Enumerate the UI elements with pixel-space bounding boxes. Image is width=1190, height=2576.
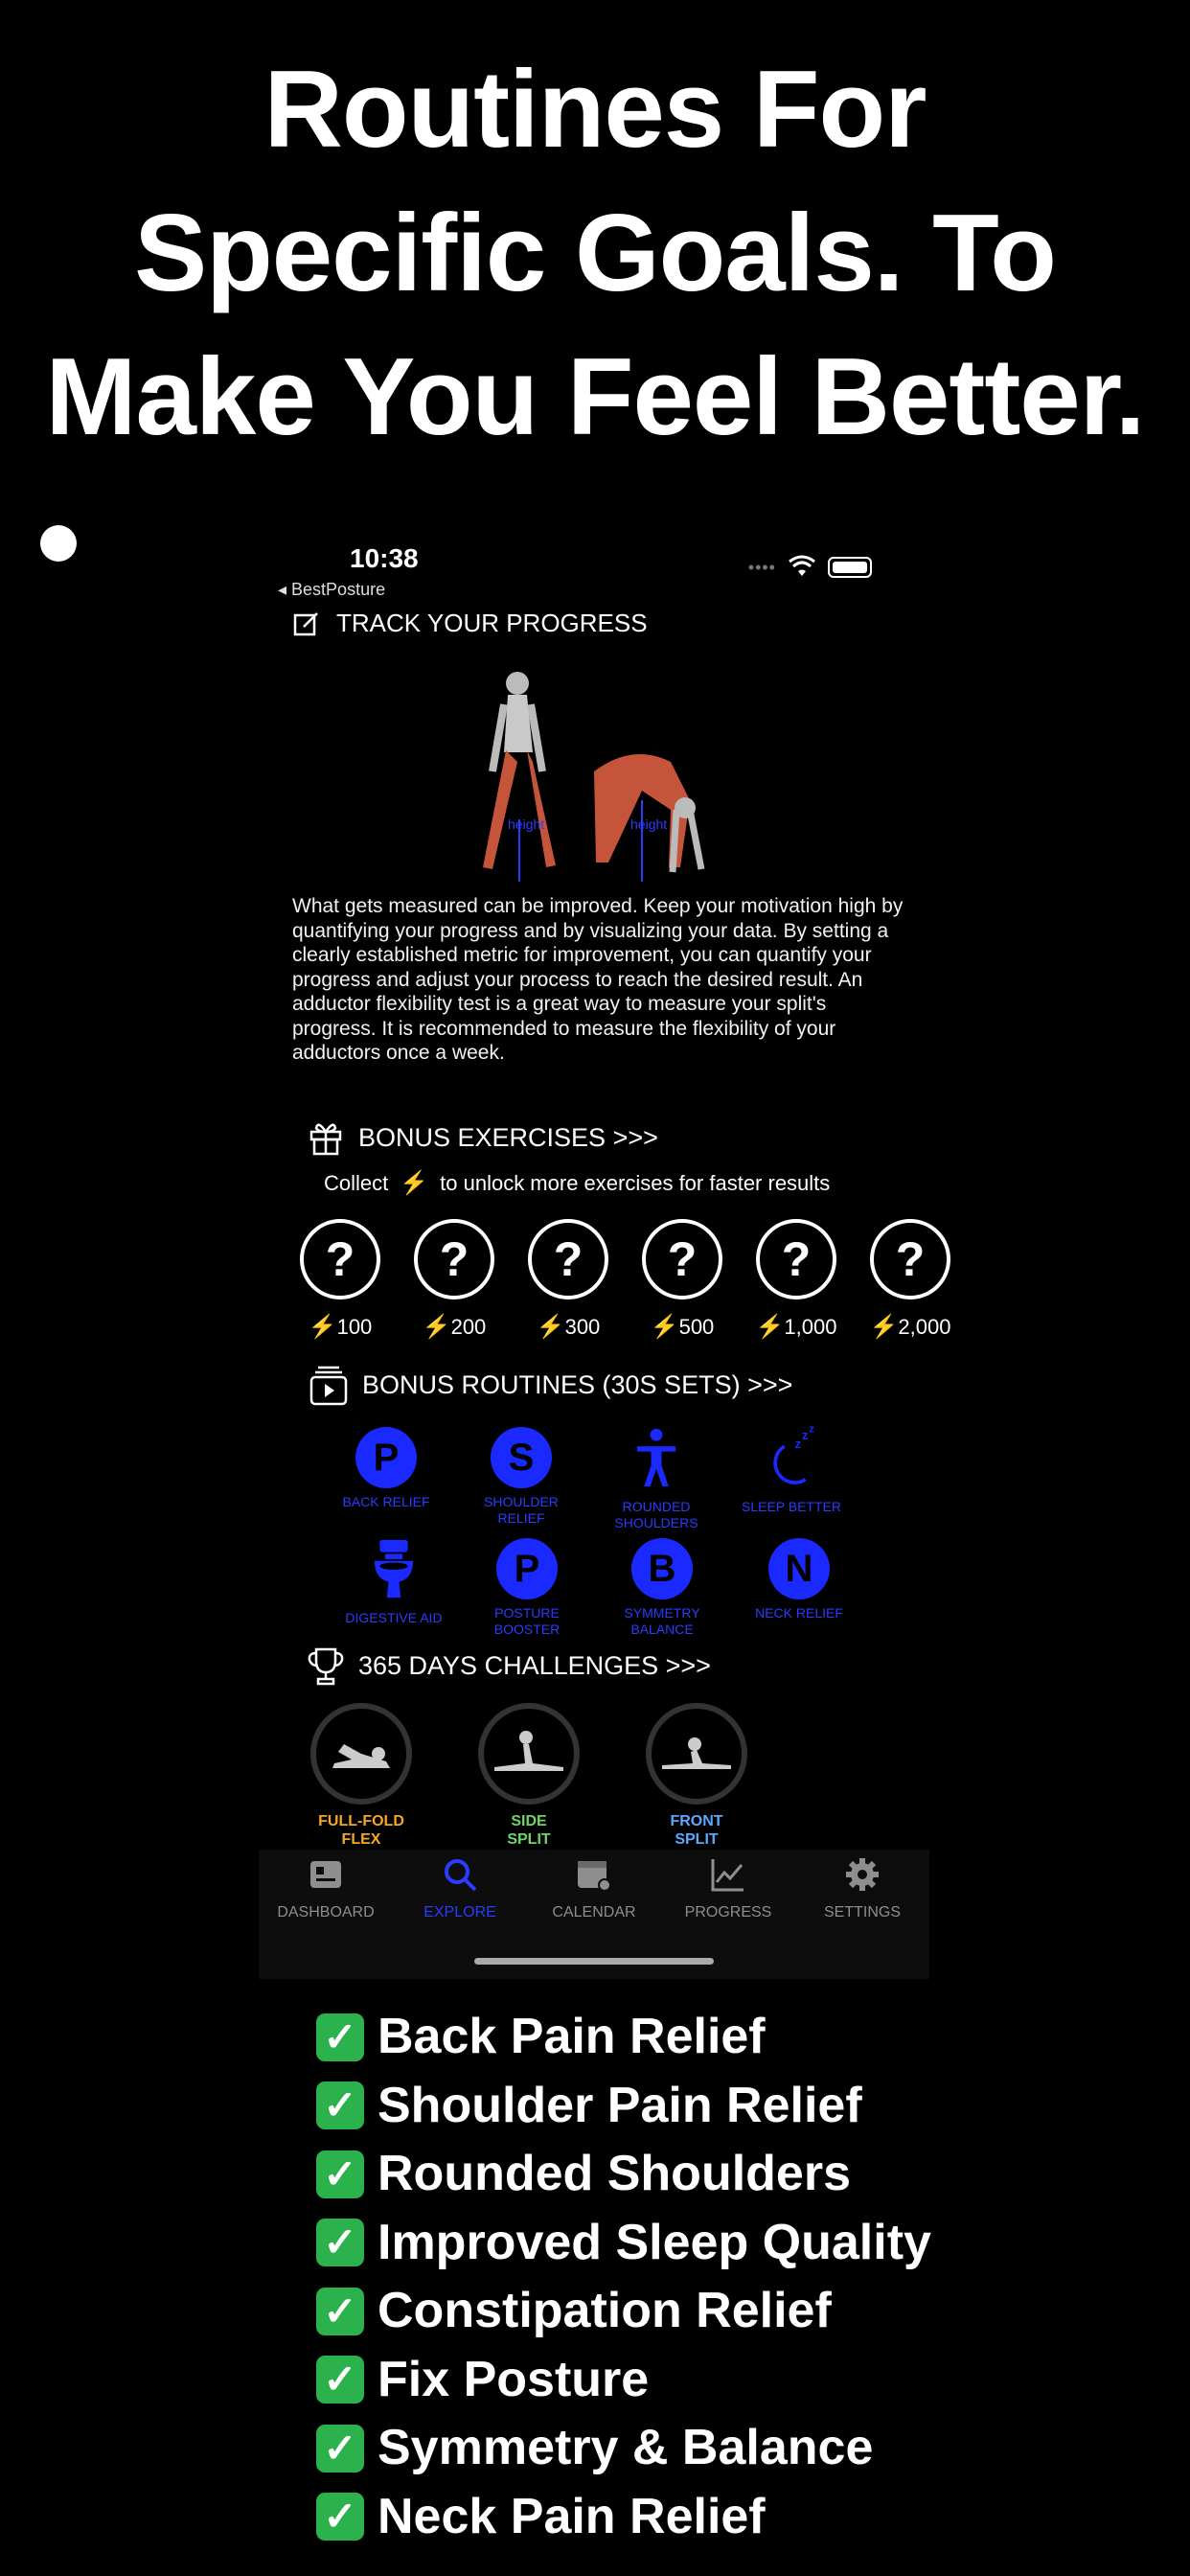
tab-progress[interactable] bbox=[661, 1855, 795, 1921]
benefit-item: ✓ Improved Sleep Quality bbox=[316, 2209, 931, 2278]
routine-digestive-aid[interactable] bbox=[336, 1538, 451, 1626]
status-icons bbox=[748, 557, 872, 578]
collect-prefix: Collect bbox=[324, 1170, 389, 1195]
question-icon: ? bbox=[756, 1219, 836, 1300]
challenges-title: 365 DAYS CHALLENGES >>> bbox=[358, 1650, 711, 1680]
check-icon: ✓ bbox=[316, 2013, 364, 2061]
check-icon: ✓ bbox=[316, 2425, 364, 2472]
challenge-side-split[interactable] bbox=[462, 1703, 596, 1849]
challenge-thumbnail bbox=[478, 1703, 580, 1805]
question-icon: ? bbox=[528, 1219, 608, 1300]
bolt-icon: ⚡ bbox=[755, 1314, 785, 1340]
trophy-icon bbox=[307, 1645, 345, 1686]
unlock-cost: 1,000 bbox=[784, 1315, 837, 1339]
battery-icon bbox=[828, 557, 872, 578]
check-icon: ✓ bbox=[316, 2150, 364, 2198]
challenge-full-fold-flex[interactable] bbox=[294, 1703, 428, 1849]
svg-text:z: z bbox=[794, 1436, 802, 1451]
question-icon: ? bbox=[870, 1219, 950, 1300]
search-icon bbox=[441, 1855, 479, 1894]
bolt-icon: ⚡ bbox=[400, 1170, 429, 1196]
unlock-cost: 300 bbox=[564, 1315, 601, 1339]
tab-label: CALENDAR bbox=[552, 1904, 636, 1920]
track-progress-header[interactable] bbox=[292, 609, 648, 638]
headline-line-1: Routines For bbox=[263, 49, 927, 171]
benefit-item: ✓ Neck Pain Relief bbox=[316, 2483, 931, 2552]
headline bbox=[0, 38, 1190, 470]
check-icon: ✓ bbox=[316, 2219, 364, 2266]
adductor-stretch-illustration bbox=[450, 666, 728, 886]
check-icon: ✓ bbox=[316, 2493, 364, 2541]
side-split-illustration bbox=[491, 1725, 567, 1782]
benefit-item: ✓ Fix Posture bbox=[316, 2346, 931, 2415]
home-indicator[interactable] bbox=[474, 1958, 714, 1965]
collect-suffix: to unlock more exercises for faster results bbox=[440, 1170, 831, 1195]
front-split-illustration bbox=[658, 1725, 735, 1782]
routine-letter-badge: P bbox=[496, 1538, 558, 1599]
tab-label: DASHBOARD bbox=[277, 1904, 375, 1920]
routine-label: NECK RELIEF bbox=[755, 1605, 843, 1621]
check-icon: ✓ bbox=[316, 2356, 364, 2404]
gear-icon bbox=[843, 1855, 881, 1894]
routine-letter-badge: P bbox=[355, 1427, 417, 1488]
bolt-icon: ⚡ bbox=[869, 1314, 899, 1340]
question-icon: ? bbox=[300, 1219, 380, 1300]
tab-label: SETTINGS bbox=[823, 1904, 901, 1920]
forward-fold-illustration bbox=[323, 1725, 400, 1782]
bonus-exercises-list bbox=[292, 1219, 951, 1340]
gift-icon bbox=[307, 1118, 345, 1157]
check-icon: ✓ bbox=[316, 2288, 364, 2335]
routine-letter-badge: S bbox=[491, 1427, 552, 1488]
track-progress-title: TRACK YOUR PROGRESS bbox=[336, 609, 648, 637]
routine-rounded-shoulders[interactable] bbox=[599, 1427, 714, 1531]
back-to-app-link[interactable]: ◂ BestPosture bbox=[278, 580, 386, 599]
dashboard-icon bbox=[307, 1855, 345, 1894]
phone-screen bbox=[259, 532, 951, 1979]
headline-line-2: Specific Goals. To bbox=[134, 193, 1056, 314]
routine-label: ROUNDED SHOULDERS bbox=[614, 1499, 698, 1530]
wifi-icon bbox=[788, 557, 816, 578]
unlock-cost: 2,000 bbox=[898, 1315, 951, 1339]
bonus-exercise-locked[interactable] bbox=[634, 1219, 730, 1341]
challenges-header[interactable] bbox=[307, 1645, 711, 1686]
signal-icon: •••• bbox=[747, 557, 776, 577]
status-time: 10:38 bbox=[350, 543, 419, 573]
height-label-1: height bbox=[508, 816, 545, 832]
bolt-icon: ⚡ bbox=[650, 1314, 679, 1340]
challenge-label: SIDE SPLIT bbox=[507, 1813, 551, 1848]
routine-label: SLEEP BETTER bbox=[741, 1499, 841, 1514]
person-standing-icon bbox=[626, 1427, 687, 1488]
headline-line-3: Make You Feel Better. bbox=[45, 336, 1145, 458]
routine-label: SYMMETRY BALANCE bbox=[624, 1605, 700, 1637]
benefit-item: ✓ Symmetry & Balance bbox=[316, 2414, 931, 2483]
toilet-icon bbox=[363, 1538, 424, 1599]
challenge-label: FRONT SPLIT bbox=[670, 1813, 723, 1848]
tab-explore[interactable] bbox=[393, 1855, 527, 1921]
check-icon: ✓ bbox=[316, 2082, 364, 2129]
routine-neck-relief[interactable] bbox=[742, 1538, 857, 1622]
play-stack-icon bbox=[309, 1364, 349, 1406]
unlock-cost: 100 bbox=[336, 1315, 373, 1339]
svg-text:z: z bbox=[809, 1423, 814, 1436]
question-icon: ? bbox=[642, 1219, 722, 1300]
benefit-item: ✓ Rounded Shoulders bbox=[316, 2140, 931, 2209]
collect-hint bbox=[324, 1169, 830, 1197]
chart-icon bbox=[709, 1855, 747, 1894]
calendar-icon bbox=[575, 1855, 613, 1894]
benefit-item: ✓ Back Pain Relief bbox=[316, 2003, 931, 2072]
challenge-thumbnail bbox=[646, 1703, 747, 1805]
tab-label: EXPLORE bbox=[423, 1904, 496, 1920]
edit-icon bbox=[292, 610, 321, 638]
routine-label: BACK RELIEF bbox=[342, 1494, 430, 1509]
bonus-routines-title: BONUS ROUTINES (30S SETS) >>> bbox=[362, 1369, 793, 1399]
routine-back-relief[interactable] bbox=[329, 1427, 444, 1510]
bolt-icon: ⚡ bbox=[308, 1314, 337, 1340]
challenge-label: FULL-FOLD FLEX bbox=[318, 1813, 404, 1848]
bonus-exercises-title: BONUS EXERCISES >>> bbox=[358, 1122, 658, 1152]
routine-label: SHOULDER RELIEF bbox=[484, 1494, 559, 1526]
bonus-exercise-locked[interactable] bbox=[520, 1219, 616, 1341]
routine-label: POSTURE BOOSTER bbox=[493, 1605, 561, 1637]
track-progress-description: What gets measured can be improved. Keep your motivation high by quantifying your progress and by visualizing your data. By setting a clearly established metric for improvement, you can quantify your progress and adjust your process to reach the desired result. An adductor flexibility test is a great way to measure your split's progress. It is recommended to measure the flexibility of your adductors once a week. bbox=[292, 895, 904, 1064]
routine-symmetry-balance[interactable] bbox=[605, 1538, 720, 1638]
routine-letter-badge: B bbox=[631, 1538, 693, 1599]
unlock-cost: 500 bbox=[678, 1315, 715, 1339]
svg-text:z: z bbox=[801, 1427, 809, 1442]
bonus-exercises-header[interactable] bbox=[307, 1118, 658, 1157]
bolt-icon: ⚡ bbox=[422, 1314, 451, 1340]
routine-letter-badge: N bbox=[768, 1538, 830, 1599]
bonus-routines-header[interactable] bbox=[309, 1364, 792, 1406]
routine-shoulder-relief[interactable] bbox=[464, 1427, 579, 1527]
decorative-dot bbox=[40, 525, 77, 562]
tab-settings[interactable] bbox=[795, 1855, 929, 1921]
challenge-thumbnail bbox=[310, 1703, 412, 1805]
unlock-cost: 200 bbox=[450, 1315, 487, 1339]
benefit-item: ✓ Constipation Relief bbox=[316, 2277, 931, 2346]
routine-label: DIGESTIVE AID bbox=[345, 1610, 443, 1625]
question-icon: ? bbox=[414, 1219, 494, 1300]
tab-label: PROGRESS bbox=[684, 1904, 772, 1920]
bonus-exercise-locked[interactable] bbox=[862, 1219, 958, 1341]
challenge-front-split[interactable] bbox=[629, 1703, 764, 1849]
routine-sleep-better[interactable] bbox=[734, 1423, 849, 1515]
routine-posture-booster[interactable] bbox=[469, 1538, 584, 1638]
bonus-exercise-locked[interactable] bbox=[748, 1219, 844, 1341]
bolt-icon: ⚡ bbox=[536, 1314, 565, 1340]
tab-dashboard[interactable] bbox=[259, 1855, 393, 1921]
moon-sleep-icon bbox=[761, 1423, 822, 1488]
height-label-2: height bbox=[630, 816, 668, 832]
benefit-item: ✓ Shoulder Pain Relief bbox=[316, 2072, 931, 2141]
bonus-exercise-locked[interactable] bbox=[292, 1219, 388, 1341]
benefits-list bbox=[316, 2003, 931, 2551]
tab-calendar[interactable] bbox=[527, 1855, 661, 1921]
bonus-exercise-locked[interactable] bbox=[406, 1219, 502, 1341]
